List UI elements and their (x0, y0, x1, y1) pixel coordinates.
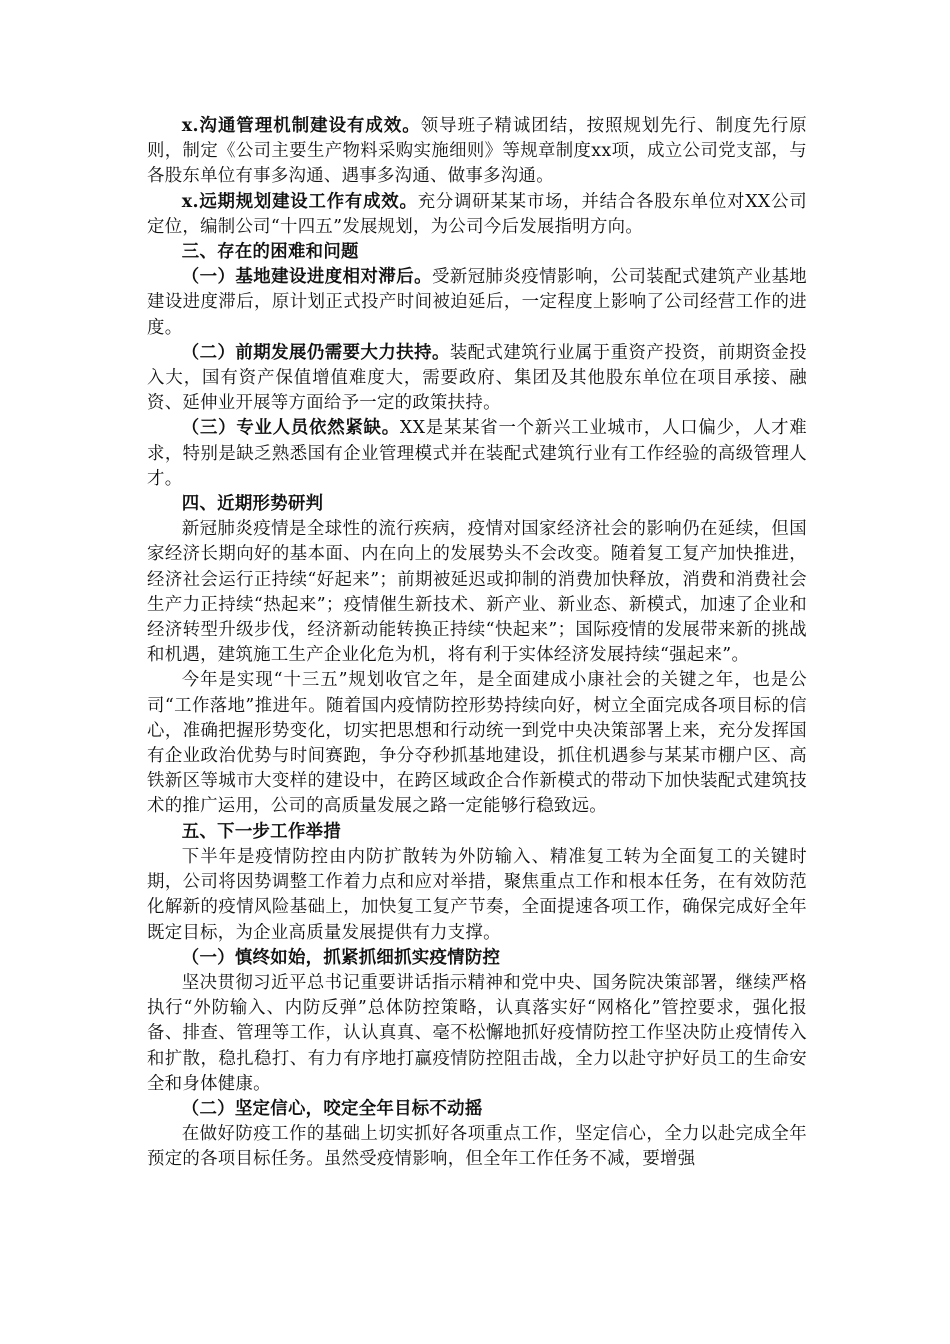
paragraph-early-support (147, 341, 807, 417)
paragraph-lead: （二）前期发展仍需要大力扶持。 (181, 342, 450, 363)
section-heading-difficulties: 三、存在的困难和问题 (181, 242, 359, 263)
section-heading-situation: 四、近期形势研判 (181, 494, 324, 515)
paragraph-epidemic-control: 坚决贯彻习近平总书记重要讲话指示精神和党中央、国务院决策部署，继续严格执行“外防输入、内防反弹”总体防控策略，认真落实好“网格化”管控要求，强化报备、排查、管理等工作，认认真真、毫不松懈地抓好疫情防控工作坚决防止疫情传入和扩散，稳扎稳打、有力有序地打赢疫情防控阻击战，全力以赴守护好员工的生命安全和身体健康。 (147, 972, 807, 1094)
paragraph-next-steps-intro: 下半年是疫情防控由内防扩散转为外防输入、精准复工转为全面复工的关键时期，公司将因势调整工作着力点和应对举措，聚焦重点工作和根本任务，在有效防范化解新的疫情风险基础上，加快复工复产节奏，全面提速各项工作，确保完成好全年既定目标，为企业高质量发展提供有力支撑。 (147, 846, 807, 943)
paragraph-lead: x.沟通管理机制建设有成效。 (181, 116, 421, 136)
paragraph-lead: （三）专业人员依然紧缺。 (181, 418, 400, 439)
paragraph-base-construction (147, 265, 807, 341)
paragraph-text: 装配式建筑行业属于重资产投资，前期资金投入大，国有资产保值增值难度大，需要政府、集团及其他股东单位在项目承接、融资、延伸业开展等方面给予一定的政策扶持。 (147, 342, 807, 414)
paragraph-communication (147, 114, 807, 190)
section-heading-next-steps: 五、下一步工作举措 (181, 821, 342, 842)
paragraph-text: 充分调研某某市场，并结合各股东单位对XX公司定位，编制公司“十四五”发展规划，为公司今后发展指明方向。 (147, 191, 808, 237)
document-page (147, 114, 807, 1173)
paragraph-lead: （一）基地建设进度相对滞后。 (181, 267, 432, 288)
paragraph-lead: x.远期规划建设工作有成效。 (181, 191, 418, 212)
paragraph-text: XX是某某省一个新兴工业城市，人口偏少，人才难求，特别是缺乏熟悉国有企业管理模式并在装配式建筑行业有工作经验的高级管理人才。 (147, 418, 807, 489)
subheading-annual-goals: （二）坚定信心，咬定全年目标不动摇 (181, 1098, 483, 1119)
paragraph-planning (147, 190, 807, 240)
paragraph-annual-goals: 在做好防疫工作的基础上切实抓好各项重点工作，坚定信心，全力以赴完成全年预定的各项目标任务。虽然受疫情影响，但全年工作任务不减，要增强 (147, 1124, 807, 1170)
paragraph-talent-shortage (147, 416, 807, 492)
paragraph-situation-1: 新冠肺炎疫情是全球性的流行疾病，疫情对国家经济社会的影响仍在延续，但国家经济长期向好的基本面、内在向上的发展势头不会改变。随着复工复产加快推进，经济社会运行正持续“好起来”；前期被延迟或抑制的消费加快释放，消费和消费社会生产力正持续“热起来”；疫情催生新技术、新产业、新业态、新模式，加速了企业和经济转型升级步伐，经济新动能转换正持续“快起来”；国际疫情的发展带来新的挑战和机遇，建筑施工生产企业化危为机，将有利于实体经济发展持续“强起来”。 (147, 519, 807, 666)
paragraph-text: 受新冠肺炎疫情影响，公司装配式建筑产业基地建设进度滞后，原计划正式投产时间被迫延后，一定程度上影响了公司经营工作的进度。 (147, 267, 807, 338)
subheading-epidemic-control: （一）慎终如始，抓紧抓细抓实疫情防控 (181, 947, 501, 968)
paragraph-text: 领导班子精诚团结，按照规划先行、制度先行原则，制定《公司主要生产物料采购实施细则》等规章制度xx项，成立公司党支部，与各股东单位有事多沟通、遇事多沟通、做事多沟通。 (147, 116, 807, 187)
paragraph-situation-2: 今年是实现“十三五”规划收官之年，是全面建成小康社会的关键之年，也是公司“工作落地”推进年。随着国内疫情防控形势持续向好，树立全面完成各项目标的信心，准确把握形势变化，切实把思想和行动统一到党中央决策部署上来，充分发挥国有企业政治优势与时间赛跑，争分夺秒抓基地建设，抓住机遇参与某某市棚户区、高铁新区等城市大变样的建设中，在跨区域政企合作新模式的带动下加快装配式建筑技术的推广运用，公司的高质量发展之路一定能够行稳致远。 (147, 670, 807, 817)
